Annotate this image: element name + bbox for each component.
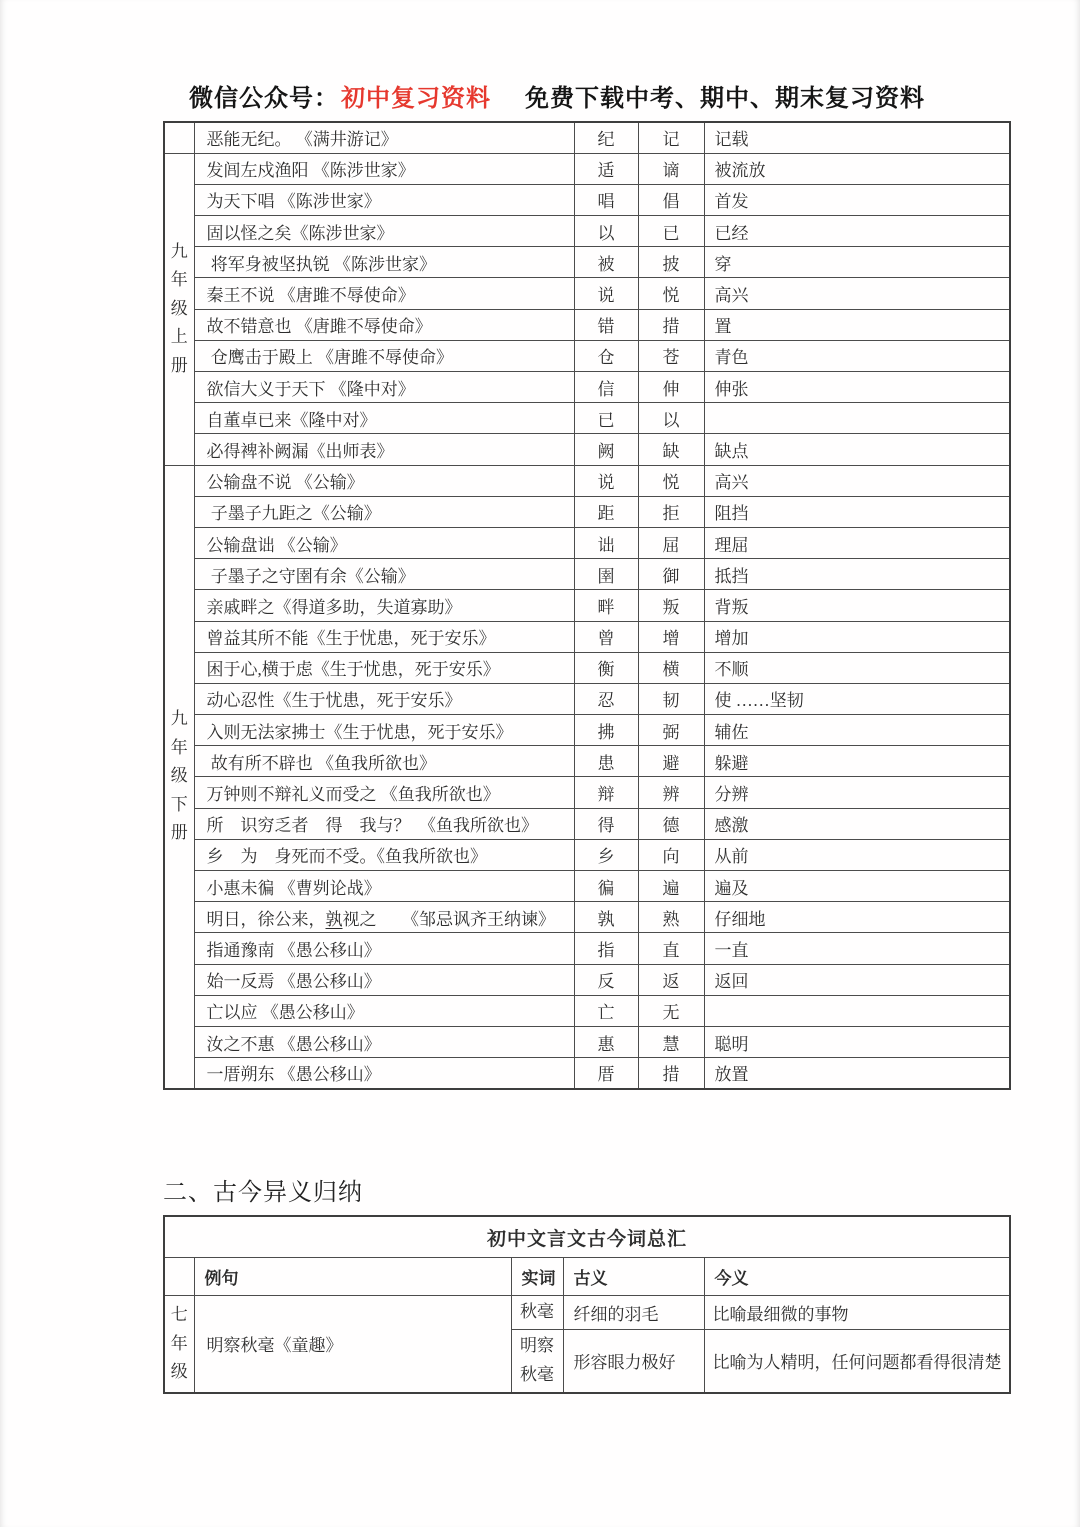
meaning-cell bbox=[704, 403, 1010, 434]
meaning-cell: 放置 bbox=[704, 1058, 1010, 1089]
table-row bbox=[164, 372, 1010, 403]
table-row bbox=[164, 278, 1010, 309]
tongjia-char-cell: 向 bbox=[638, 839, 704, 870]
tongjia-char-cell: 记 bbox=[638, 122, 704, 153]
ancient-meaning-cell: 形容眼力极好 bbox=[563, 1329, 704, 1392]
original-char-cell: 辩 bbox=[574, 777, 638, 808]
original-char-cell: 忍 bbox=[574, 683, 638, 714]
tongjia-char-cell: 悦 bbox=[638, 465, 704, 496]
table-row bbox=[164, 933, 1010, 964]
meaning-cell: 不顺 bbox=[704, 652, 1010, 683]
table-row bbox=[164, 902, 1010, 933]
meaning-cell: 伸张 bbox=[704, 372, 1010, 403]
tongjia-char-cell: 韧 bbox=[638, 683, 704, 714]
sentence-cell: 为天下唱 《陈涉世家》 bbox=[194, 184, 574, 215]
meaning-cell: 从前 bbox=[704, 839, 1010, 870]
sentence-cell: 乡 为 身死而不受。《鱼我所欲也》 bbox=[194, 839, 574, 870]
sentence-cell: 动心忍性《生于忧患，死于安乐》 bbox=[194, 683, 574, 714]
grade-label-cell: 七年级 bbox=[164, 1296, 194, 1393]
meaning-cell: 使 ……坚韧 bbox=[704, 683, 1010, 714]
sentence-cell: 固以怪之矣《陈涉世家》 bbox=[194, 216, 574, 247]
tongjia-char-cell: 谪 bbox=[638, 153, 704, 184]
original-char-cell: 信 bbox=[574, 372, 638, 403]
meaning-cell: 高兴 bbox=[704, 278, 1010, 309]
sentence-cell: 必得裨补阙漏《出师表》 bbox=[194, 434, 574, 465]
tongjia-char-cell: 措 bbox=[638, 1058, 704, 1089]
sentence-cell: 亡以应 《愚公移山》 bbox=[194, 995, 574, 1026]
tongjia-char-cell: 无 bbox=[638, 995, 704, 1026]
wechat-account-label: 微信公众号： bbox=[189, 85, 339, 112]
meaning-cell: 一直 bbox=[704, 933, 1010, 964]
original-char-cell: 指 bbox=[574, 933, 638, 964]
table-row bbox=[164, 434, 1010, 465]
brand-name: 初中复习资料 bbox=[341, 85, 491, 112]
tongjia-char-cell: 已 bbox=[638, 216, 704, 247]
table-row bbox=[164, 122, 1010, 153]
table-row bbox=[164, 715, 1010, 746]
table-row bbox=[164, 590, 1010, 621]
original-char-cell: 距 bbox=[574, 496, 638, 527]
table-row bbox=[164, 184, 1010, 215]
meaning-cell: 增加 bbox=[704, 621, 1010, 652]
section-heading: 二、古今异义归纳 bbox=[163, 1180, 363, 1206]
meaning-cell: 仔细地 bbox=[704, 902, 1010, 933]
original-char-cell: 惠 bbox=[574, 1026, 638, 1057]
sentence-cell: 亲戚畔之《得道多助，失道寡助》 bbox=[194, 590, 574, 621]
sentence-cell: 指通豫南 《愚公移山》 bbox=[194, 933, 574, 964]
original-char-cell: 厝 bbox=[574, 1058, 638, 1089]
meaning-cell: 背叛 bbox=[704, 590, 1010, 621]
gujin-yiyi-table bbox=[163, 1215, 1011, 1394]
original-char-cell: 被 bbox=[574, 247, 638, 278]
tongjia-char-cell: 倡 bbox=[638, 184, 704, 215]
table-row bbox=[164, 621, 1010, 652]
original-char-cell: 诎 bbox=[574, 527, 638, 558]
tongjia-char-cell: 遍 bbox=[638, 871, 704, 902]
table-row bbox=[164, 309, 1010, 340]
original-char-cell: 畔 bbox=[574, 590, 638, 621]
sentence-cell: 万钟则不辩礼义而受之 《鱼我所欲也》 bbox=[194, 777, 574, 808]
original-char-cell: 反 bbox=[574, 964, 638, 995]
tongjia-char-cell: 增 bbox=[638, 621, 704, 652]
table-row bbox=[164, 1026, 1010, 1057]
original-char-cell: 乡 bbox=[574, 839, 638, 870]
sentence-cell: 困于心,横于虑《生于忧患，死于安乐》 bbox=[194, 652, 574, 683]
original-char-cell: 徧 bbox=[574, 871, 638, 902]
ancient-meaning-cell: 纤细的羽毛 bbox=[563, 1296, 704, 1330]
sentence-cell: 公输盘不说 《公输》 bbox=[194, 465, 574, 496]
table-row bbox=[164, 995, 1010, 1026]
original-char-cell: 唱 bbox=[574, 184, 638, 215]
original-char-cell: 衡 bbox=[574, 652, 638, 683]
tongjia-char-cell: 直 bbox=[638, 933, 704, 964]
sentence-cell: 汝之不惠 《愚公移山》 bbox=[194, 1026, 574, 1057]
table-row bbox=[164, 1058, 1010, 1089]
header-word: 实词 bbox=[511, 1258, 563, 1296]
table-row bbox=[164, 403, 1010, 434]
original-char-cell: 亡 bbox=[574, 995, 638, 1026]
meaning-cell: 返回 bbox=[704, 964, 1010, 995]
tongjia-char-cell: 德 bbox=[638, 808, 704, 839]
meaning-cell: 被流放 bbox=[704, 153, 1010, 184]
meaning-cell: 首发 bbox=[704, 184, 1010, 215]
tongjia-char-cell: 缺 bbox=[638, 434, 704, 465]
meaning-cell bbox=[704, 995, 1010, 1026]
original-char-cell: 得 bbox=[574, 808, 638, 839]
tongjia-char-cell: 措 bbox=[638, 309, 704, 340]
word-cell: 明察秋毫 bbox=[511, 1329, 563, 1392]
table-row bbox=[164, 559, 1010, 590]
header-grade bbox=[164, 1258, 194, 1296]
table-row bbox=[164, 839, 1010, 870]
meaning-cell: 穿 bbox=[704, 247, 1010, 278]
table-row bbox=[164, 964, 1010, 995]
tongjia-char-cell: 熟 bbox=[638, 902, 704, 933]
sentence-cell: 自董卓已来《隆中对》 bbox=[194, 403, 574, 434]
table-row bbox=[164, 746, 1010, 777]
meaning-cell: 缺点 bbox=[704, 434, 1010, 465]
header-tagline: 免费下载中考、期中、期末复习资料 bbox=[525, 85, 925, 112]
header-ancient: 古义 bbox=[563, 1258, 704, 1296]
table-row bbox=[164, 808, 1010, 839]
sentence-cell: 子墨子之守圉有余《公输》 bbox=[194, 559, 574, 590]
sentence-cell: 欲信大义于天下 《隆中对》 bbox=[194, 372, 574, 403]
table-row bbox=[164, 683, 1010, 714]
page-header bbox=[189, 78, 925, 113]
original-char-cell: 患 bbox=[574, 746, 638, 777]
original-char-cell: 错 bbox=[574, 309, 638, 340]
sentence-cell: 仓鹰击于殿上 《唐雎不辱使命》 bbox=[194, 340, 574, 371]
meaning-cell: 躲避 bbox=[704, 746, 1010, 777]
original-char-cell: 说 bbox=[574, 278, 638, 309]
tongjia-char-cell: 御 bbox=[638, 559, 704, 590]
tongjia-char-cell: 披 bbox=[638, 247, 704, 278]
tongjia-char-cell: 悦 bbox=[638, 278, 704, 309]
table-row bbox=[164, 527, 1010, 558]
meaning-cell: 聪明 bbox=[704, 1026, 1010, 1057]
header-modern: 今义 bbox=[704, 1258, 1010, 1296]
table-row bbox=[164, 216, 1010, 247]
modern-meaning-cell: 比喻为人精明，任何问题都看得很清楚 bbox=[704, 1329, 1010, 1392]
tongjia-char-cell: 弼 bbox=[638, 715, 704, 746]
meaning-cell: 分辨 bbox=[704, 777, 1010, 808]
original-char-cell: 以 bbox=[574, 216, 638, 247]
meaning-cell: 辅佐 bbox=[704, 715, 1010, 746]
word-cell: 秋毫 bbox=[511, 1296, 563, 1330]
table-row bbox=[164, 1296, 1010, 1330]
meaning-cell: 已经 bbox=[704, 216, 1010, 247]
tongjia-char-cell: 慧 bbox=[638, 1026, 704, 1057]
tongjia-char-cell: 苍 bbox=[638, 340, 704, 371]
sentence-cell: 子墨子九距之《公输》 bbox=[194, 496, 574, 527]
table-row bbox=[164, 340, 1010, 371]
sentence-cell: 所 识穷乏者 得 我与？ 《鱼我所欲也》 bbox=[194, 808, 574, 839]
tongjia-char-cell: 辨 bbox=[638, 777, 704, 808]
table-row bbox=[164, 153, 1010, 184]
meaning-cell: 记载 bbox=[704, 122, 1010, 153]
sentence-cell: 一厝朔东 《愚公移山》 bbox=[194, 1058, 574, 1089]
table-row bbox=[164, 777, 1010, 808]
table-title-row bbox=[164, 1216, 1010, 1258]
table-row bbox=[164, 496, 1010, 527]
tongjia-char-cell: 避 bbox=[638, 746, 704, 777]
original-char-cell: 已 bbox=[574, 403, 638, 434]
meaning-cell: 青色 bbox=[704, 340, 1010, 371]
table-row bbox=[164, 465, 1010, 496]
meaning-cell: 置 bbox=[704, 309, 1010, 340]
original-char-cell: 阙 bbox=[574, 434, 638, 465]
table-header-row bbox=[164, 1258, 1010, 1296]
grade-label-cell: 九年级下册 bbox=[164, 465, 194, 1089]
tongjia-char-cell: 横 bbox=[638, 652, 704, 683]
table-row bbox=[164, 871, 1010, 902]
sentence-cell: 入则无法家拂士《生于忧患，死于安乐》 bbox=[194, 715, 574, 746]
sentence-cell: 故有所不辟也 《鱼我所欲也》 bbox=[194, 746, 574, 777]
meaning-cell: 阻挡 bbox=[704, 496, 1010, 527]
table-title: 初中文言文古今词总汇 bbox=[164, 1216, 1010, 1258]
sentence-cell: 恶能无纪。 《满井游记》 bbox=[194, 122, 574, 153]
sentence-cell: 公输盘诎 《公输》 bbox=[194, 527, 574, 558]
tongjia-char-cell: 以 bbox=[638, 403, 704, 434]
modern-meaning-cell: 比喻最细微的事物 bbox=[704, 1296, 1010, 1330]
table-row bbox=[164, 652, 1010, 683]
original-char-cell: 拂 bbox=[574, 715, 638, 746]
header-example: 例句 bbox=[194, 1258, 511, 1296]
tongjia-char-cell: 返 bbox=[638, 964, 704, 995]
original-char-cell: 孰 bbox=[574, 902, 638, 933]
original-char-cell: 圉 bbox=[574, 559, 638, 590]
original-char-cell: 说 bbox=[574, 465, 638, 496]
original-char-cell: 仓 bbox=[574, 340, 638, 371]
grade-label-cell bbox=[164, 122, 194, 153]
sentence-cell: 曾益其所不能《生于忧患，死于安乐》 bbox=[194, 621, 574, 652]
meaning-cell: 感激 bbox=[704, 808, 1010, 839]
original-char-cell: 曾 bbox=[574, 621, 638, 652]
meaning-cell: 遍及 bbox=[704, 871, 1010, 902]
tongjia-char-cell: 拒 bbox=[638, 496, 704, 527]
sentence-cell: 故不错意也 《唐雎不辱使命》 bbox=[194, 309, 574, 340]
sentence-cell: 始一反焉 《愚公移山》 bbox=[194, 964, 574, 995]
grade-label-cell: 九年级上册 bbox=[164, 153, 194, 465]
sentence-cell: 将军身被坚执锐 《陈涉世家》 bbox=[194, 247, 574, 278]
meaning-cell: 高兴 bbox=[704, 465, 1010, 496]
tongjia-char-cell: 伸 bbox=[638, 372, 704, 403]
table-row bbox=[164, 247, 1010, 278]
example-sentence-cell: 明察秋毫《童趣》 bbox=[194, 1296, 511, 1393]
sentence-cell: 发闾左戍渔阳 《陈涉世家》 bbox=[194, 153, 574, 184]
original-char-cell: 适 bbox=[574, 153, 638, 184]
sentence-cell: 明日，徐公来，孰视之 《邹忌讽齐王纳谏》 bbox=[194, 902, 574, 933]
tongjia-char-cell: 屈 bbox=[638, 527, 704, 558]
meaning-cell: 抵挡 bbox=[704, 559, 1010, 590]
tongjiazi-table bbox=[163, 121, 1011, 1090]
tongjia-char-cell: 叛 bbox=[638, 590, 704, 621]
meaning-cell: 理屈 bbox=[704, 527, 1010, 558]
sentence-cell: 秦王不说 《唐雎不辱使命》 bbox=[194, 278, 574, 309]
original-char-cell: 纪 bbox=[574, 122, 638, 153]
sentence-cell: 小惠未徧 《曹刿论战》 bbox=[194, 871, 574, 902]
